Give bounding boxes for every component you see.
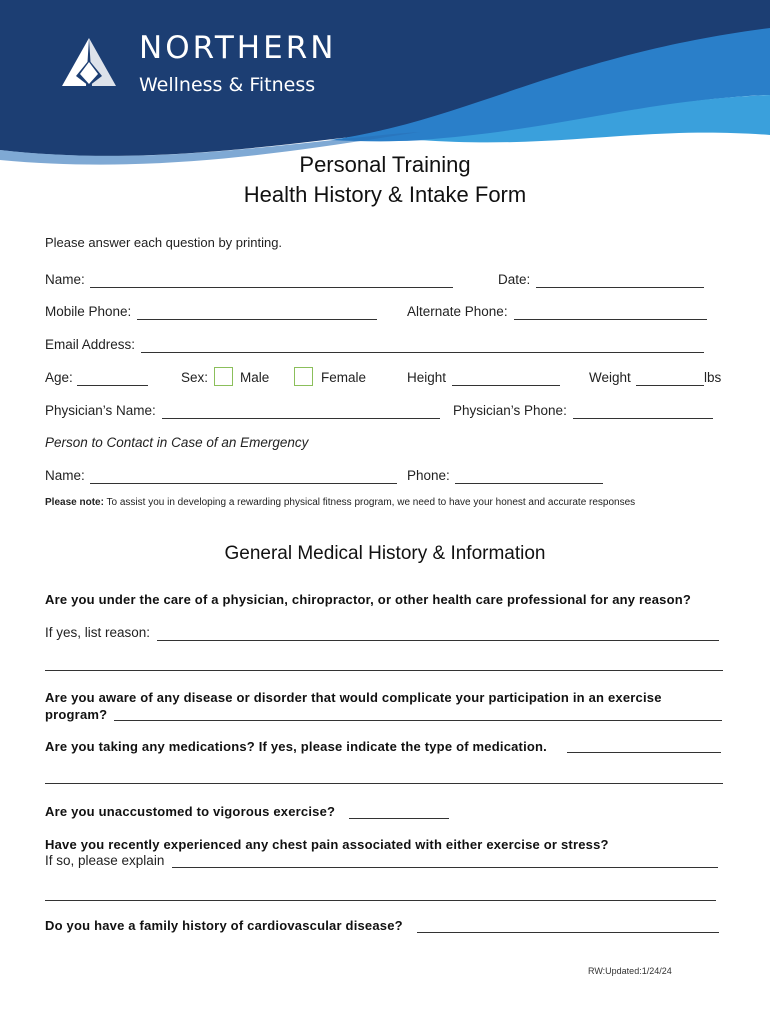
alternate-phone-label: Alternate Phone: <box>407 304 508 319</box>
brand-name: NORTHERN <box>139 30 337 66</box>
sex-label: Sex: <box>181 370 209 385</box>
mobile-phone-field[interactable] <box>137 319 377 320</box>
male-label: Male <box>240 370 270 385</box>
section-title: General Medical History & Information <box>224 543 546 564</box>
footer-revision: RW:Updated:1/24/24 <box>588 966 672 976</box>
instructions: Please answer each question by printing. <box>45 235 283 250</box>
physician-phone-field[interactable] <box>573 418 713 419</box>
name-field[interactable] <box>90 287 453 288</box>
email-field[interactable] <box>141 352 704 353</box>
question-care-of-physician: Are you under the care of a physician, chiropractor, or other health care professional for any reason? <box>45 592 692 607</box>
female-label: Female <box>321 370 367 385</box>
chest-pain-field-2[interactable] <box>45 900 716 901</box>
northern-logo-icon <box>56 36 122 92</box>
please-note <box>45 497 635 508</box>
email-label: Email Address: <box>45 337 136 352</box>
list-reason-label: If yes, list reason: <box>45 625 151 640</box>
female-checkbox[interactable] <box>294 367 313 386</box>
emergency-name-label: Name: <box>45 468 85 483</box>
emergency-phone-field[interactable] <box>455 483 603 484</box>
question-disease-disorder-cont: program? <box>45 707 108 722</box>
family-history-field[interactable] <box>417 932 719 933</box>
emergency-name-field[interactable] <box>90 483 397 484</box>
age-field[interactable] <box>77 385 148 386</box>
mobile-phone-label: Mobile Phone: <box>45 304 132 319</box>
note-text: To assist you in developing a rewarding physical fitness program, we need to have your honest and accurate responses <box>106 497 636 508</box>
date-label: Date: <box>498 272 531 287</box>
disease-disorder-field[interactable] <box>114 720 722 721</box>
question-medications: Are you taking any medications? If yes, please indicate the type of medication. <box>45 739 547 754</box>
weight-field[interactable] <box>636 385 704 386</box>
question-chest-pain: Have you recently experienced any chest pain associated with either exercise or stress? <box>45 837 609 852</box>
question-vigorous-exercise: Are you unaccustomed to vigorous exercise? <box>45 804 336 819</box>
physician-name-label: Physician’s Name: <box>45 403 156 418</box>
date-field[interactable] <box>536 287 704 288</box>
list-reason-field-2[interactable] <box>45 670 723 671</box>
weight-unit: lbs <box>704 370 722 385</box>
question-disease-disorder: Are you aware of any disease or disorder that would complicate your participation in an exercise <box>45 690 662 705</box>
medications-field[interactable] <box>567 752 721 753</box>
alternate-phone-field[interactable] <box>514 319 707 320</box>
question-family-history: Do you have a family history of cardiovascular disease? <box>45 918 403 933</box>
form-title-line2: Health History & Intake Form <box>243 182 527 207</box>
header-banner <box>0 0 770 170</box>
emergency-phone-label: Phone: <box>407 468 450 483</box>
chest-pain-explain-label: If so, please explain <box>45 853 165 868</box>
age-label: Age: <box>45 370 73 385</box>
name-label: Name: <box>45 272 85 287</box>
weight-label: Weight <box>589 370 631 385</box>
height-field[interactable] <box>452 385 560 386</box>
height-label: Height <box>407 370 447 385</box>
male-checkbox[interactable] <box>214 367 233 386</box>
vigorous-exercise-field[interactable] <box>349 818 449 819</box>
form-title-line1: Personal Training <box>299 152 471 177</box>
note-label: Please note: <box>45 497 104 508</box>
chest-pain-field[interactable] <box>172 867 718 868</box>
physician-phone-label: Physician’s Phone: <box>453 403 567 418</box>
physician-name-field[interactable] <box>162 418 440 419</box>
brand-tagline: Wellness & Fitness <box>139 74 316 96</box>
emergency-heading: Person to Contact in Case of an Emergency <box>45 435 309 450</box>
list-reason-field[interactable] <box>157 640 719 641</box>
medications-field-2[interactable] <box>45 783 723 784</box>
